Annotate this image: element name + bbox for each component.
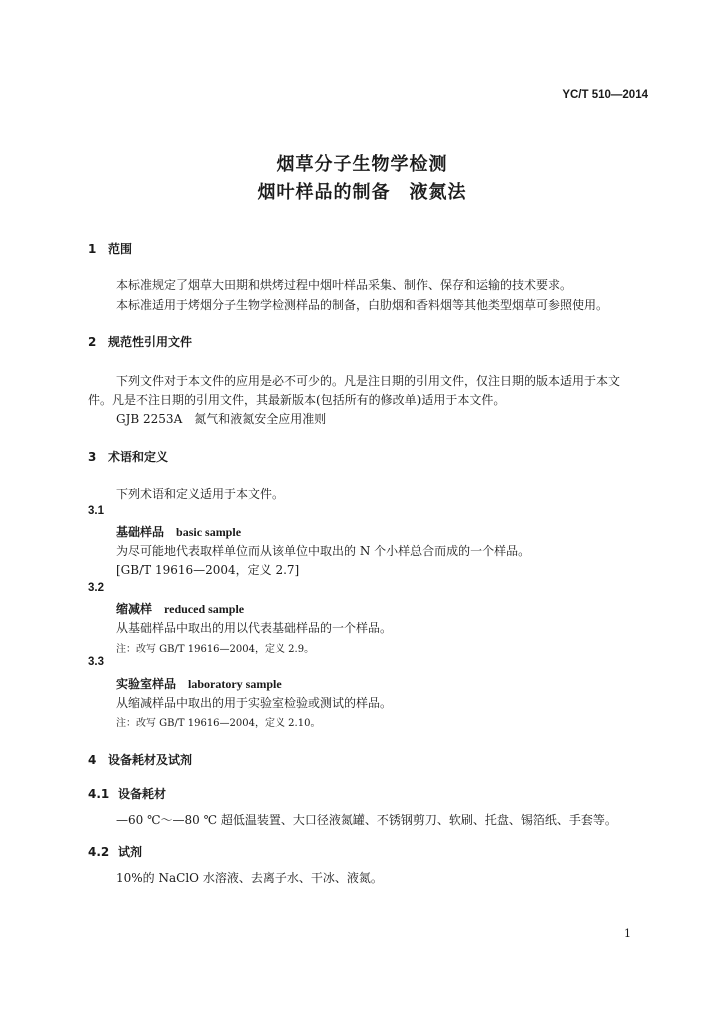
section-title: 术语和定义 (108, 450, 169, 464)
section-number: 4 (88, 753, 97, 767)
section-2-reference: GJB 2253A 氮气和液氮安全应用准则 (116, 412, 327, 426)
section-1-para-1: 本标准规定了烟草大田期和烘烤过程中烟叶样品采集、制作、保存和运输的技术要求。 (116, 278, 573, 292)
term-title (116, 675, 282, 692)
section-1-heading (88, 240, 132, 257)
standard-code: YC/T 510—2014 (562, 89, 648, 101)
subsection-4-2-heading (88, 843, 142, 860)
section-number: 2 (88, 335, 97, 349)
section-title: 范围 (108, 242, 133, 256)
term-definition: 从缩减样品中取出的用于实验室检验或测试的样品。 (116, 696, 393, 710)
subsection-title: 试剂 (118, 845, 143, 859)
subsection-4-1-text: —60 ℃～—80 ℃ 超低温装置、大口径液氮罐、不锈钢剪刀、软刷、托盘、锡箔纸、手套等。 (116, 813, 617, 827)
subsection-number: 4.2 (88, 845, 110, 859)
section-3-intro: 下列术语和定义适用于本文件。 (116, 487, 285, 501)
subsection-4-1-heading (88, 785, 166, 802)
term-en: basic sample (176, 525, 242, 539)
subsection-title: 设备耗材 (118, 787, 167, 801)
term-number: 3.3 (88, 656, 104, 668)
term-number: 3.2 (88, 582, 104, 594)
term-note: 注：改写 GB/T 19616—2004，定义 2.10。 (116, 718, 321, 729)
term-zh: 实验室样品 (116, 677, 177, 691)
section-4-heading (88, 751, 192, 768)
term-number: 3.1 (88, 505, 104, 517)
term-definition: 从基础样品中取出的用以代表基础样品的一个样品。 (116, 621, 393, 635)
section-title: 规范性引用文件 (108, 335, 193, 349)
section-3-heading (88, 448, 168, 465)
term-zh: 基础样品 (116, 525, 165, 539)
term-en: reduced sample (164, 602, 245, 616)
title-line-2: 烟叶样品的制备 液氮法 (257, 182, 467, 203)
term-source: [GB/T 19616—2004，定义 2.7] (116, 563, 300, 577)
section-2-heading (88, 333, 192, 350)
term-zh: 缩减样 (116, 602, 153, 616)
title-line-1: 烟草分子生物学检测 (276, 154, 448, 175)
term-title (116, 523, 241, 540)
section-2-para-line-2: 件。凡是不注日期的引用文件，其最新版本(包括所有的修改单)适用于本文件。 (88, 393, 506, 407)
section-1-para-2: 本标准适用于烤烟分子生物学检测样品的制备，白肋烟和香料烟等其他类型烟草可参照使用。 (116, 298, 609, 312)
subsection-number: 4.1 (88, 787, 110, 801)
term-note: 注：改写 GB/T 19616—2004，定义 2.9。 (116, 644, 315, 655)
section-2-para-line-1: 下列文件对于本文件的应用是必不可少的。凡是注日期的引用文件，仅注日期的版本适用于本文 (116, 374, 621, 388)
term-en: laboratory sample (188, 677, 282, 691)
section-number: 3 (88, 450, 97, 464)
subsection-4-2-text: 10%的 NaClO 水溶液、去离子水、干冰、液氮。 (116, 871, 383, 885)
page-number: 1 (624, 927, 631, 940)
section-number: 1 (88, 242, 97, 256)
section-title: 设备耗材及试剂 (108, 753, 193, 767)
term-title (116, 600, 244, 617)
term-definition: 为尽可能地代表取样单位而从该单位中取出的 N 个小样总合而成的一个样品。 (116, 544, 531, 558)
